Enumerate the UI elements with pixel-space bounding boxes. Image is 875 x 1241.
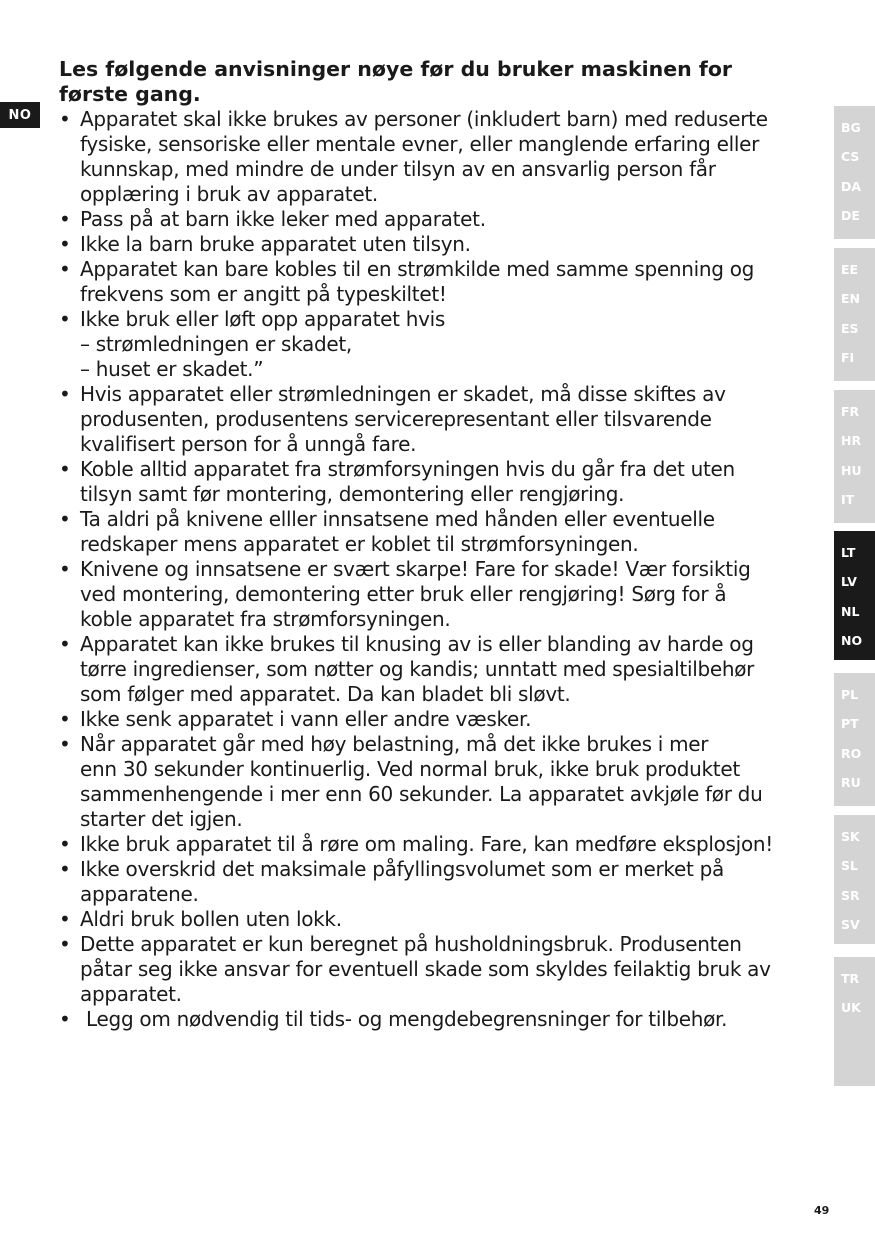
rule-item	[59, 257, 819, 307]
language-group	[834, 248, 875, 381]
language-tab-es[interactable]: ES	[841, 320, 859, 336]
bullet-icon: •	[59, 382, 71, 406]
language-tab-pt[interactable]: PT	[841, 716, 859, 732]
rule-text-line: Apparatet kan ikke brukes til knusing av is eller blanding av harde og	[80, 632, 754, 656]
rule-text-line: Ikke la barn bruke apparatet uten tilsyn.	[80, 232, 471, 256]
language-group	[834, 957, 875, 1086]
language-tab-lt[interactable]: LT	[841, 545, 856, 561]
language-tab-ro[interactable]: RO	[841, 745, 862, 761]
rule-item	[59, 507, 819, 557]
rule-text-line: Ikke bruk apparatet til å røre om maling. Fare, kan medføre eksplosjon!	[80, 832, 773, 856]
bullet-icon: •	[59, 707, 71, 731]
rule-text-line: tørre ingredienser, som nøtter og kandis; unntatt med spesialtilbehør	[80, 657, 755, 681]
safety-rules-list	[59, 107, 819, 1032]
language-tab-it[interactable]: IT	[841, 492, 855, 508]
rule-item	[59, 832, 819, 857]
rule-text-line: Dette apparatet er kun beregnet på husholdningsbruk. Produsenten	[80, 932, 742, 956]
rule-text-line: fysiske, sensoriske eller mentale evner, eller manglende erfaring eller	[80, 132, 760, 156]
page-number: 49	[814, 1204, 830, 1217]
rule-text-line: Pass på at barn ikke leker med apparatet.	[80, 207, 486, 231]
bullet-icon: •	[59, 732, 71, 756]
rule-text-line: Hvis apparatet eller strømledningen er skadet, må disse skiftes av	[80, 382, 726, 406]
rule-text-line: Knivene og innsatsene er svært skarpe! Fare for skade! Vær forsiktig	[80, 557, 751, 581]
language-tab-sr[interactable]: SR	[841, 887, 860, 903]
rule-text-line: Ikke senk apparatet i vann eller andre væsker.	[80, 707, 532, 731]
rule-text-line: sammenhengende i mer enn 60 sekunder. La apparatet avkjøle før du	[80, 782, 763, 806]
bullet-icon: •	[59, 507, 71, 531]
rule-text-line: Når apparatet går med høy belastning, må det ikke brukes i mer	[80, 732, 709, 756]
rule-item	[59, 857, 819, 907]
bullet-icon: •	[59, 832, 71, 856]
bullet-icon: •	[59, 307, 71, 331]
language-tab-sl[interactable]: SL	[841, 858, 858, 874]
bullet-icon: •	[59, 207, 71, 231]
language-tab-no[interactable]: NO	[841, 633, 863, 649]
rule-item	[59, 232, 819, 257]
language-tab-tr[interactable]: TR	[841, 971, 860, 987]
language-tab-fr[interactable]: FR	[841, 404, 860, 420]
language-tab-bg[interactable]: BG	[841, 120, 861, 136]
language-tab-ee[interactable]: EE	[841, 262, 859, 278]
page-heading: Les følgende anvisninger nøye før du bruker maskinen for første gang.	[59, 57, 733, 106]
language-tab-sk[interactable]: SK	[841, 829, 860, 845]
rule-text-line: opplæring i bruk av apparatet.	[80, 182, 378, 206]
language-tab-uk[interactable]: UK	[841, 1000, 861, 1016]
language-tab-de[interactable]: DE	[841, 208, 860, 224]
bullet-icon: •	[59, 557, 71, 581]
rule-text-line: Ikke overskrid det maksimale påfyllingsvolumet som er merket på	[80, 857, 724, 881]
language-tab-hu[interactable]: HU	[841, 462, 862, 478]
bullet-icon: •	[59, 1007, 71, 1031]
rule-item	[59, 1007, 819, 1032]
rule-text-line: Apparatet skal ikke brukes av personer (inkludert barn) med reduserte	[80, 107, 768, 131]
language-group	[834, 673, 875, 806]
rule-text-line: – strømledningen er skadet,	[80, 332, 352, 356]
rule-text-line: som følger med apparatet. Da kan bladet bli sløvt.	[80, 682, 571, 706]
rule-text-line: starter det igjen.	[80, 807, 243, 831]
rule-text-line: koble apparatet fra strømforsyningen.	[80, 607, 451, 631]
rule-text-line: Ta aldri på knivene elller innsatsene med hånden eller eventuelle	[80, 507, 715, 531]
language-group-active	[834, 531, 875, 660]
bullet-icon: •	[59, 232, 71, 256]
rule-text-line: produsenten, produsentens servicerepresentant eller tilsvarende	[80, 407, 712, 431]
rule-text-line: kvalifisert person for å unngå fare.	[80, 432, 417, 456]
rule-text-line: redskaper mens apparatet er koblet til strømforsyningen.	[80, 532, 639, 556]
rule-text-line: påtar seg ikke ansvar for eventuell skade som skyldes feilaktig bruk av	[80, 957, 771, 981]
language-tab-pl[interactable]: PL	[841, 687, 859, 703]
language-tab-da[interactable]: DA	[841, 178, 862, 194]
bullet-icon: •	[59, 107, 71, 131]
rule-text-line: Koble alltid apparatet fra strømforsyningen hvis du går fra det uten	[80, 457, 735, 481]
rule-item	[59, 307, 819, 382]
rule-text-line: tilsyn samt før montering, demontering eller rengjøring.	[80, 482, 625, 506]
language-group	[834, 390, 875, 523]
language-tab-fi[interactable]: FI	[841, 350, 855, 366]
rule-text-line: kunnskap, med mindre de under tilsyn av en ansvarlig person får	[80, 157, 716, 181]
rule-item	[59, 107, 819, 207]
rule-text-line: Aldri bruk bollen uten lokk.	[80, 907, 342, 931]
rule-item	[59, 457, 819, 507]
bullet-icon: •	[59, 632, 71, 656]
bullet-icon: •	[59, 457, 71, 481]
bullet-icon: •	[59, 932, 71, 956]
rule-item	[59, 907, 819, 932]
rule-item	[59, 932, 819, 1007]
rule-item	[59, 732, 819, 832]
language-badge: NO	[0, 102, 40, 128]
language-tab-ru[interactable]: RU	[841, 775, 861, 791]
rule-item	[59, 632, 819, 707]
bullet-icon: •	[59, 907, 71, 931]
language-tab-lv[interactable]: LV	[841, 574, 857, 590]
rule-text-line: apparatene.	[80, 882, 199, 906]
rule-text-line: Legg om nødvendig til tids- og mengdebegrensninger for tilbehør.	[80, 1007, 728, 1031]
bullet-icon: •	[59, 257, 71, 281]
rule-text-line: enn 30 sekunder kontinuerlig. Ved normal bruk, ikke bruk produktet	[80, 757, 740, 781]
rule-item	[59, 707, 819, 732]
bullet-icon: •	[59, 857, 71, 881]
rule-item	[59, 207, 819, 232]
language-tab-en[interactable]: EN	[841, 291, 861, 307]
rule-text-line: frekvens som er angitt på typeskiltet!	[80, 282, 447, 306]
rule-item	[59, 382, 819, 457]
rule-item	[59, 557, 819, 632]
language-group	[834, 106, 875, 239]
rule-text-line: apparatet.	[80, 982, 182, 1006]
language-tab-cs[interactable]: CS	[841, 149, 860, 165]
rule-text-line: ved montering, demontering etter bruk eller rengjøring! Sørg for å	[80, 582, 727, 606]
language-tab-sv[interactable]: SV	[841, 917, 860, 933]
rule-text-line: – huset er skadet.”	[80, 357, 264, 381]
language-tab-hr[interactable]: HR	[841, 433, 862, 449]
rule-text-line: Ikke bruk eller løft opp apparatet hvis	[80, 307, 446, 331]
rule-text-line: Apparatet kan bare kobles til en strømkilde med samme spenning og	[80, 257, 755, 281]
language-group	[834, 815, 875, 944]
language-tab-nl[interactable]: NL	[841, 603, 860, 619]
